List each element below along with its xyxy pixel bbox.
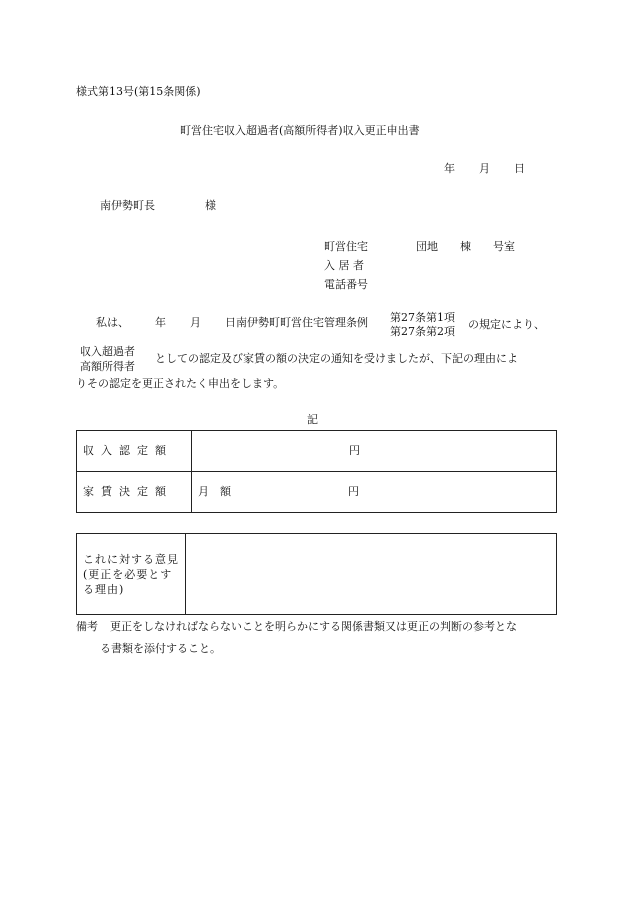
form-number: 様式第13号(第15条関係) [76,85,201,98]
remarks-line-1 [76,616,517,638]
remarks-text-1: 更正をしなければならないことを明らかにする関係書類又は更正の判断の参考とな [110,620,517,633]
remarks-text-2: る書類を添付すること。 [100,642,221,655]
clause-1: 第27条第1項 [390,311,455,324]
opinion-label-line-3: る理由) [83,582,125,596]
addressee [100,199,216,213]
remarks [76,616,517,660]
status-2: 高額所得者 [80,360,135,373]
body-ordinance: 日南伊勢町町営住宅管理条例 [225,316,368,329]
body-prefix: 私は、 [96,316,129,329]
housing-label: 町営住宅 [324,240,368,253]
body-line-3: りその認定を更正されたく申出をします。 [76,377,285,390]
income-label: 収入認定額 [77,431,192,472]
rent-value-cell[interactable] [192,472,557,513]
status-stack [80,344,135,374]
income-value-cell[interactable] [192,431,557,472]
clause-suffix: の規定により、 [468,318,545,331]
applicant-block [324,237,515,294]
opinion-field[interactable] [186,534,557,615]
opinion-table [76,533,557,615]
document-title: 町営住宅収入超過者(高額所得者)収入更正申出書 [180,124,420,137]
body-month: 月 [190,316,201,329]
rent-label: 家賃決定額 [77,472,192,513]
body-line-2: としての認定及び家賃の額の決定の通知を受けましたが、下記の理由によ [155,352,518,365]
opinion-row [77,534,557,615]
rent-prefix: 月 額 [198,484,231,498]
opinion-label [77,534,186,615]
addressee-name: 南伊勢町長 [100,199,155,212]
opinion-label-line-2: (更正を必要とす [83,567,173,581]
housing-row [324,237,515,256]
income-unit: 円 [349,443,360,457]
resident-label: 入 居 者 [324,259,364,272]
building-label: 棟 [460,240,471,253]
date-month: 月 [479,162,490,175]
room-label: 号室 [493,240,515,253]
body-line-1 [96,316,368,330]
status-1: 収入超過者 [80,345,135,358]
clause-stack [390,311,455,339]
date-day: 日 [514,162,525,175]
phone-label: 電話番号 [324,278,368,291]
body-year: 年 [155,316,166,329]
date-line [444,162,525,176]
amount-table [76,430,557,513]
danchi-label: 団地 [416,240,438,253]
date-year: 年 [444,162,455,175]
ki-heading: 記 [307,413,318,426]
rent-unit: 円 [348,484,359,498]
clause-2: 第27条第2項 [390,325,455,338]
income-row [77,431,557,472]
opinion-label-line-1: これに対する意見 [83,552,179,566]
rent-row [77,472,557,513]
remarks-label: 備考 [76,620,98,633]
addressee-honorific: 様 [205,199,216,212]
